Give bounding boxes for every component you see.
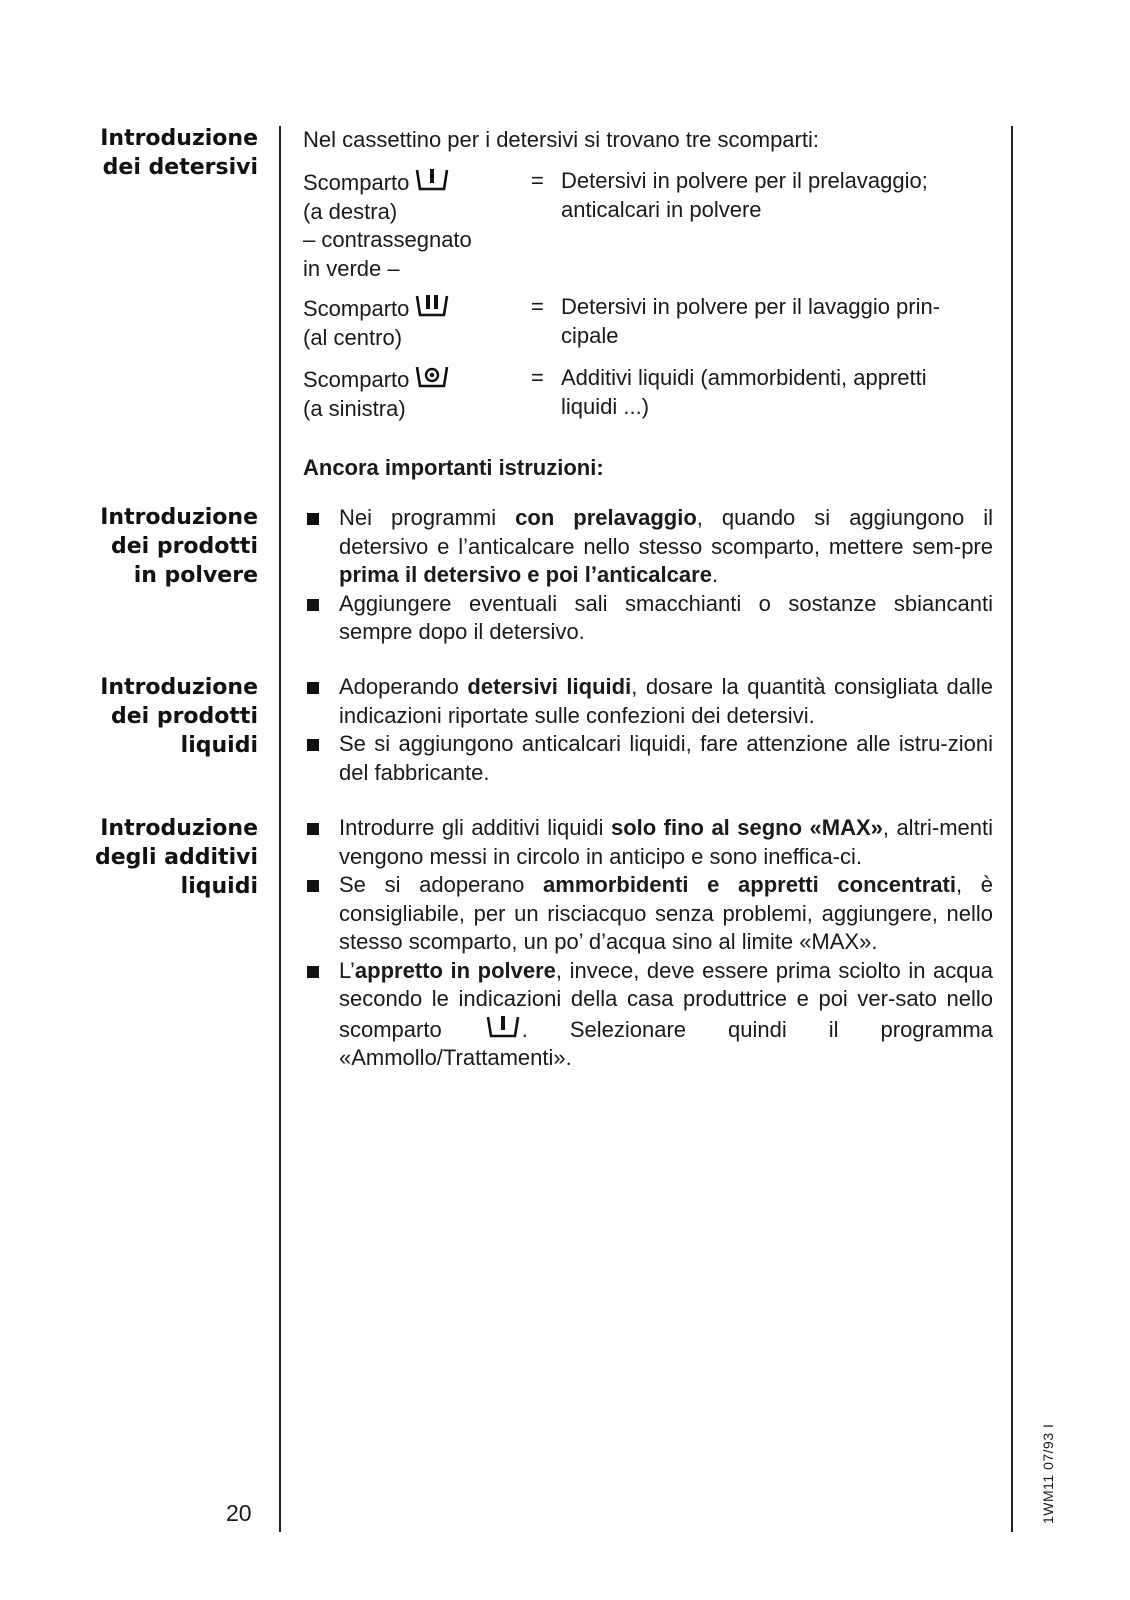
sidebar-heading-detergents: Introduzione dei detersivi [100, 126, 258, 180]
list-item: Introdurre gli additivi liquidi solo fino al segno «MAX», altri-menti vengono messi in circolo in anticipo e sono ineffica-ci. [303, 814, 993, 871]
liquid-additives-list [303, 814, 993, 1073]
main-wash-compartment-icon [415, 293, 449, 319]
list-item: L’appretto in polvere, invece, deve essere prima sciolto in acqua secondo le indicazioni della casa produttrice e poi ver-sato nello scomparto . Selezionare quindi il programma «Ammollo/Trattamenti». [303, 957, 993, 1073]
sidebar-heading-liquid-additives: Introduzione degli additivi liquidi [95, 816, 258, 899]
list-item: Aggiungere eventuali sali smacchianti o sostanze sbiancanti sempre dopo il detersivo. [303, 590, 993, 647]
sidebar-heading-powder-products: Introduzione dei prodotti in polvere [100, 505, 258, 588]
compartment-label: Scomparto (a destra) – contrassegnato in verde – [303, 167, 523, 283]
list-item: Adoperando detersivi liquidi, dosare la quantità consigliata dalle indicazioni riportate sulle confezioni dei detersivi. [303, 673, 993, 730]
compartment-label: Scomparto (a sinistra) [303, 364, 523, 423]
equals-sign: = [531, 365, 544, 390]
equals-sign: = [531, 294, 544, 319]
intro-text: Nel cassettino per i detersivi si trovano tre scomparti: [303, 127, 819, 152]
compartment-description: Detersivi in polvere per il prelavaggio; anticalcari in polvere [561, 168, 928, 222]
left-column-rule [279, 126, 281, 1532]
important-instructions-heading: Ancora importanti istruzioni: [303, 455, 604, 480]
list-item: Nei programmi con prelavaggio, quando si aggiungono il detersivo e l’anticalcare nello stesso scomparto, mettere sem-pre prima il detersivo e poi l’anticalcare. [303, 504, 993, 590]
compartment-label: Scomparto (al centro) [303, 293, 523, 352]
page-number: 20 [226, 1500, 252, 1526]
document-reference: 1WM11 07/93 I [1040, 1423, 1056, 1524]
compartment-description: Detersivi in polvere per il lavaggio prin- cipale [561, 294, 941, 348]
softener-compartment-icon [415, 364, 449, 390]
prewash-compartment-icon [415, 167, 449, 193]
equals-sign: = [531, 168, 544, 193]
sidebar-heading-liquid-products: Introduzione dei prodotti liquidi [100, 675, 258, 758]
powder-products-list [303, 504, 993, 647]
list-item: Se si aggiungono anticalcari liquidi, fare attenzione alle istru-zioni del fabbricante. [303, 730, 993, 787]
liquid-products-list [303, 673, 993, 787]
prewash-compartment-icon [486, 1014, 520, 1040]
compartment-description: Additivi liquidi (ammorbidenti, appretti liquidi ...) [561, 365, 927, 419]
right-margin-rule [1011, 126, 1013, 1532]
list-item: Se si adoperano ammorbidenti e appretti concentrati, è consigliabile, per un risciacquo senza problemi, aggiungere, nello stesso scomparto, un po’ d’acqua sino al limite «MAX». [303, 871, 993, 957]
